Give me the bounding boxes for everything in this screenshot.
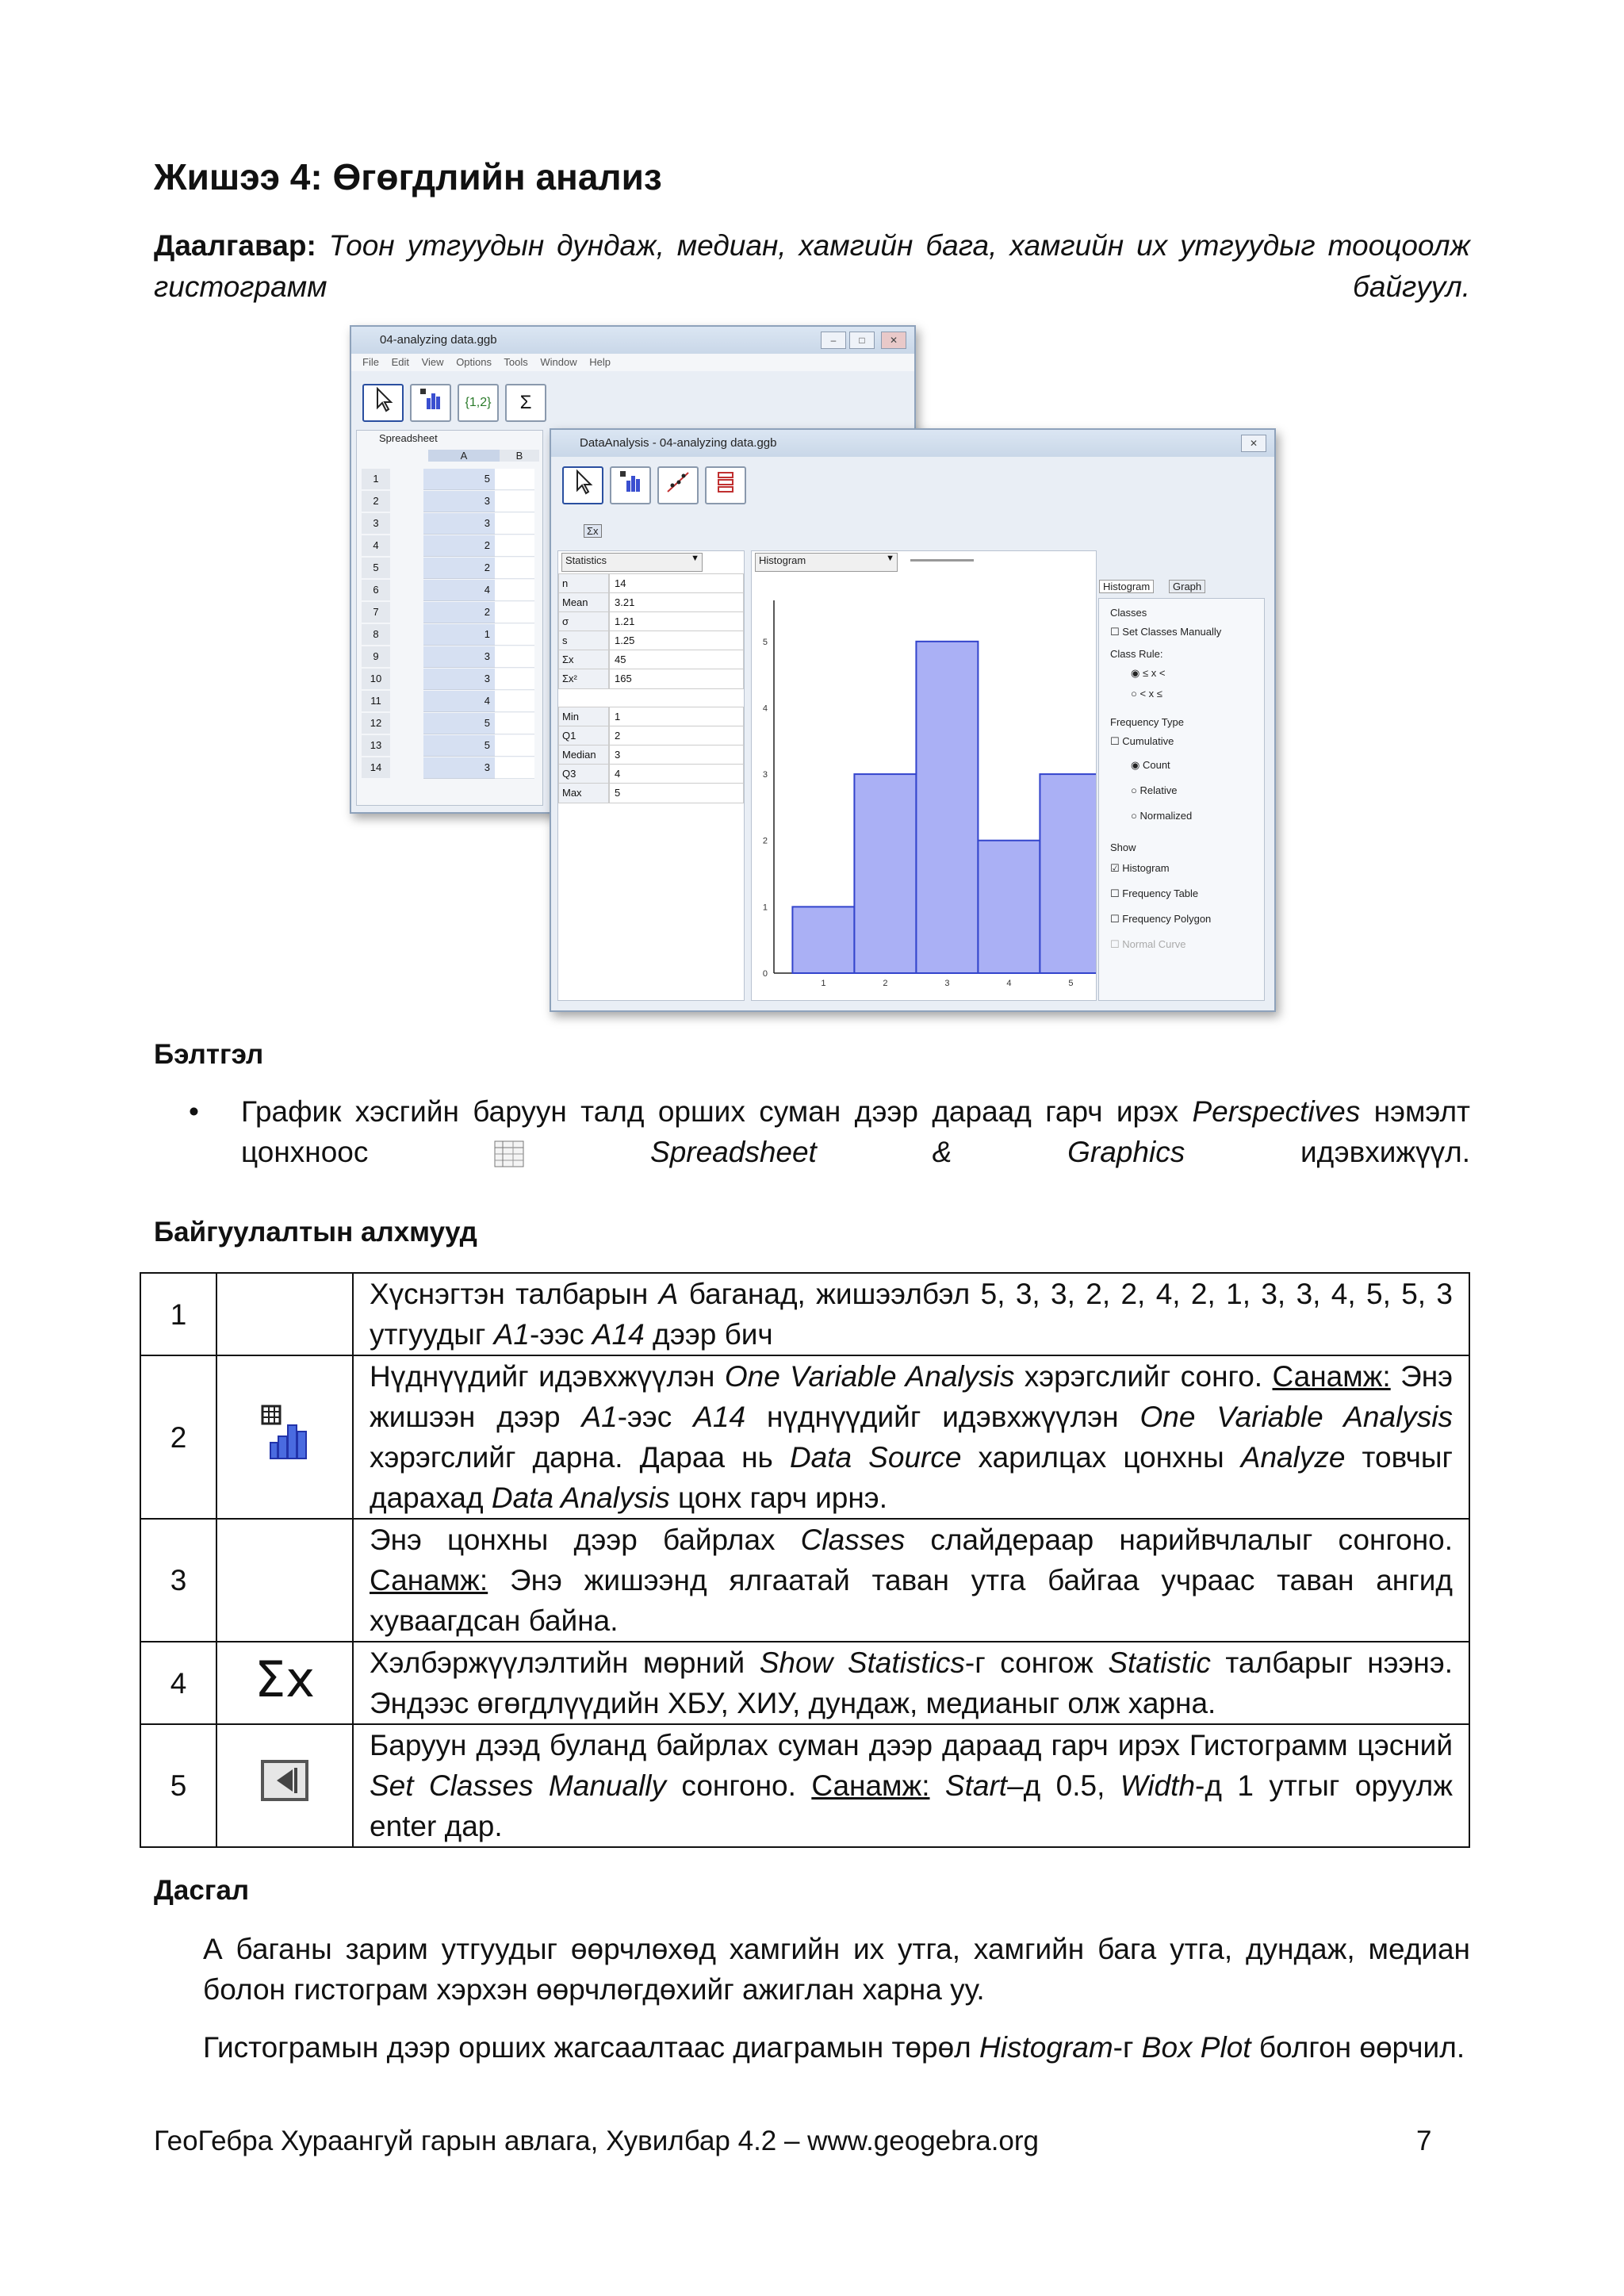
spreadsheet-icon: [492, 1138, 527, 1170]
row-number: 9: [362, 646, 390, 667]
cell-a[interactable]: 3: [423, 669, 495, 690]
step-number: 2: [140, 1355, 216, 1519]
step-row-5: [140, 1724, 1469, 1847]
show-heading: Show: [1110, 841, 1136, 853]
analysis-one-variable-tool[interactable]: [610, 466, 651, 504]
analysis-close-button[interactable]: ✕: [1241, 435, 1266, 452]
frequency-polygon-checkbox[interactable]: ☐ Frequency Polygon: [1110, 913, 1212, 925]
cursor-icon: [571, 468, 595, 495]
histogram-bar: [1040, 774, 1096, 973]
y-tick-label: 4: [762, 703, 768, 714]
normal-curve-label: Normal Curve: [1122, 938, 1186, 950]
chevron-down-icon: ▼: [886, 554, 894, 563]
set-classes-manually-label: Set Classes Manually: [1122, 626, 1222, 638]
main-window-titlebar: [351, 327, 914, 354]
histogram-bar: [916, 642, 978, 973]
normalized-radio[interactable]: ○ Normalized: [1131, 810, 1193, 822]
step-text: Энэ цонхны дээр байрлах Classes слайдераар нарийвчлалыг сонгоно. Санамж: Энэ жишээнд ялгаатай таван утга байгаа учраас таван ангид хуваагдсан байна.: [353, 1519, 1469, 1642]
cell-a[interactable]: 3: [423, 513, 495, 535]
row-number: 6: [362, 580, 390, 600]
prep-text-3: идэвхижүүл.: [1300, 1136, 1471, 1168]
bar-chart-icon: [417, 385, 444, 412]
spreadsheet-row: [357, 602, 541, 623]
relative-radio[interactable]: ○ Relative: [1131, 784, 1178, 796]
stat-label: s: [558, 631, 609, 651]
list-tool-button[interactable]: {1,2}: [458, 384, 499, 422]
spreadsheet-row: [357, 535, 541, 556]
cell-b[interactable]: [495, 558, 534, 579]
menu-options[interactable]: Options: [456, 356, 492, 368]
spreadsheet-row: [357, 469, 541, 489]
close-button[interactable]: ✕: [881, 332, 906, 349]
row-number: 14: [362, 757, 390, 778]
row-number: 11: [362, 691, 390, 711]
stat-value: 165: [609, 669, 744, 689]
cell-a[interactable]: 5: [423, 469, 495, 490]
classes-slider[interactable]: [910, 559, 974, 562]
menu-help[interactable]: Help: [589, 356, 611, 368]
cell-a[interactable]: 3: [423, 491, 495, 512]
step-text: Хэлбэржүүлэлтийн мөрний Show Statistics-г сонгож Statistic талбарыг нээнэ. Эндээс өгөгдлүүдийн ХБУ, ХИУ, дундаж, медианыг олж харна.: [353, 1642, 1469, 1724]
stats-dropdown-value: Statistics: [565, 554, 607, 566]
class-rule-heading: Class Rule:: [1110, 648, 1163, 660]
cell-b[interactable]: [495, 491, 534, 512]
spreadsheet-panel: [356, 430, 543, 806]
cell-b[interactable]: [495, 602, 534, 623]
stat-value: 45: [609, 650, 744, 670]
cell-b[interactable]: [495, 624, 534, 646]
y-tick-label: 2: [762, 836, 768, 846]
x-tick-label: 3: [944, 979, 950, 988]
stat-value: 1.21: [609, 611, 744, 632]
tab-histogram[interactable]: Histogram: [1099, 580, 1154, 593]
step-icon-cell: [216, 1355, 353, 1519]
row-number: 2: [362, 491, 390, 512]
cell-b[interactable]: [495, 669, 534, 690]
stat-label: n: [558, 573, 609, 594]
relative-label: Relative: [1139, 784, 1178, 796]
stat-value: 3.21: [609, 592, 744, 613]
row-number: 4: [362, 535, 390, 556]
step-row-3: [140, 1519, 1469, 1642]
spreadsheet-row: [357, 713, 541, 734]
sum-tool-button[interactable]: Σ: [505, 384, 546, 422]
normal-curve-checkbox[interactable]: ☐ Normal Curve: [1110, 938, 1186, 950]
x-tick-label: 1: [821, 979, 826, 988]
cell-a[interactable]: 2: [423, 558, 495, 579]
options-toggle-icon: [259, 1758, 310, 1803]
spreadsheet-label: Spreadsheet: [379, 432, 438, 444]
task-text: Тоон утгуудын дундаж, медиан, хамгийн бага, хамгийн их утгуудыг тооцоолж гистограмм байгуул.: [154, 229, 1471, 303]
spreadsheet-row: [357, 735, 541, 756]
footer: ГеоГебра Хураангуй гарын авлага, Хувилбар 4.2 – www.geogebra.org: [154, 2125, 1040, 2156]
row-number: 8: [362, 624, 390, 645]
cell-b[interactable]: [495, 580, 534, 601]
histogram-chart: [752, 577, 1096, 997]
classes-heading: Classes: [1110, 607, 1147, 619]
row-number: 10: [362, 669, 390, 689]
row-number: 1: [362, 469, 390, 489]
stat-label: Σx²: [558, 669, 609, 689]
cell-a[interactable]: 1: [423, 624, 495, 646]
bar-chart-icon: [617, 468, 644, 495]
cell-a[interactable]: 4: [423, 691, 495, 712]
step-text: Хүснэгтэн талбарын A баганад, жишээлбэл 5, 3, 3, 2, 2, 4, 2, 1, 3, 3, 4, 5, 5, 3 утгуудыг A1-ээс A14 дээр бич: [353, 1273, 1469, 1355]
count-label: Count: [1142, 759, 1170, 771]
x-tick-label: 4: [1006, 979, 1012, 988]
spreadsheet-row: [357, 491, 541, 512]
y-tick-label: 5: [762, 637, 768, 647]
plot-type-value: Histogram: [759, 554, 806, 566]
page-number: 7: [1416, 2125, 1432, 2156]
step-icon-cell: [216, 1642, 353, 1724]
rule-right-closed-radio[interactable]: ○ < x ≤: [1131, 688, 1162, 700]
step-icon-cell: [216, 1519, 353, 1642]
histogram-bar: [978, 841, 1040, 973]
cell-b[interactable]: [495, 535, 534, 557]
row-number: 5: [362, 558, 390, 578]
stats-dropdown[interactable]: [561, 553, 703, 572]
cumulative-checkbox[interactable]: ☐ Cumulative: [1110, 735, 1174, 747]
step-number: 5: [140, 1724, 216, 1847]
maximize-button[interactable]: □: [849, 332, 875, 349]
spreadsheet-row: [357, 558, 541, 578]
main-window-title: 04-analyzing data.ggb: [380, 333, 497, 347]
cell-a[interactable]: 4: [423, 580, 495, 601]
cell-a[interactable]: 2: [423, 535, 495, 557]
spreadsheet-graphics-term: Spreadsheet & Graphics: [650, 1136, 1185, 1168]
data-analysis-window: [550, 428, 1276, 1012]
menu-tools[interactable]: Tools: [504, 356, 528, 368]
minimize-button[interactable]: –: [821, 332, 846, 349]
spreadsheet-row: [357, 580, 541, 600]
one-variable-analysis-tool[interactable]: [410, 384, 451, 422]
row-number: 13: [362, 735, 390, 756]
prep-bullet-text-line1: [241, 1091, 1470, 1172]
step-icon-cell: [216, 1724, 353, 1847]
cursor-icon: [371, 385, 395, 412]
sigma-x-icon: Σx: [255, 1650, 315, 1708]
cell-b[interactable]: [495, 713, 534, 734]
step-text: Баруун дээд буланд байрлах суман дээр дараад гарч ирэх Гистограмм цэсний Set Classes Manually сонгоно. Санамж: Start–д 0.5, Width-д 1 утгыг оруулж enter дар.: [353, 1724, 1469, 1847]
analysis-window-title: DataAnalysis - 04-analyzing data.ggb: [580, 436, 777, 450]
analysis-move-tool[interactable]: [562, 466, 603, 504]
two-variable-tool[interactable]: [657, 466, 699, 504]
stat-label: σ: [558, 611, 609, 632]
frequency-type-heading: Frequency Type: [1110, 716, 1184, 728]
exercise-paragraph-2: Гистограмын дээр орших жагсаалтаас диаграмын төрөл Histogram-г Box Plot болгон өөрчил.: [203, 2031, 1465, 2064]
prep-heading: Бэлтгэл: [154, 1039, 264, 1070]
show-histogram-label: Histogram: [1122, 862, 1170, 874]
exercise-paragraph-1: А баганы зарим утгуудыг өөрчлөхөд хамгийн их утга, хамгийн бага утга, дундаж, медиан болон гистограм хэрхэн өөрчлөгдөхийг ажиглан харна уу.: [203, 1933, 1470, 2006]
row-number: 12: [362, 713, 390, 734]
spreadsheet-row: [357, 513, 541, 534]
tab-graph[interactable]: Graph: [1169, 580, 1205, 593]
cumulative-label: Cumulative: [1122, 735, 1174, 747]
scatter-icon: [665, 468, 691, 495]
boxplot-icon: [712, 468, 739, 495]
step-row-1: [140, 1273, 1469, 1355]
exercise-heading: Дасгал: [154, 1875, 250, 1906]
plot-panel: [751, 550, 1097, 1001]
menu-edit[interactable]: Edit: [391, 356, 409, 368]
stat-label: Median: [558, 745, 609, 765]
frequency-table-checkbox[interactable]: ☐ Frequency Table: [1110, 887, 1199, 899]
stat-value: 3: [609, 745, 744, 765]
stat-label: Max: [558, 783, 609, 803]
spreadsheet-row: [357, 757, 541, 778]
prep-text-1: График хэсгийн баруун талд орших суман дээр дараад гарч ирэх: [241, 1095, 1179, 1128]
cell-a[interactable]: 3: [423, 757, 495, 779]
step-icon-cell: [216, 1273, 353, 1355]
menu-file[interactable]: File: [362, 356, 379, 368]
construction-steps-table: [140, 1272, 1470, 1848]
row-number: 3: [362, 513, 390, 534]
menu-bar: [351, 354, 914, 371]
column-header-b[interactable]: B: [500, 450, 539, 462]
stat-value: 5: [609, 783, 744, 803]
prep-text-2: нэмэлт цонхноос: [241, 1095, 1470, 1168]
chevron-down-icon: ▼: [691, 554, 699, 563]
task-paragraph: [154, 225, 1470, 308]
x-tick-label: 5: [1068, 979, 1074, 988]
show-statistics-icon[interactable]: Σx: [584, 524, 602, 538]
stat-value: 1: [609, 707, 744, 727]
spreadsheet-row: [357, 624, 541, 645]
stat-value: 4: [609, 764, 744, 784]
stat-label: Q3: [558, 764, 609, 784]
plot-type-dropdown[interactable]: [755, 553, 898, 572]
cell-b[interactable]: [495, 735, 534, 757]
stat-value: 1.25: [609, 631, 744, 651]
cell-b[interactable]: [495, 469, 534, 490]
cell-b[interactable]: [495, 513, 534, 535]
cell-b[interactable]: [495, 646, 534, 668]
analysis-window-titlebar: [551, 430, 1274, 457]
step-number: 4: [140, 1642, 216, 1724]
cell-b[interactable]: [495, 757, 534, 779]
frequency-table-label: Frequency Table: [1122, 887, 1199, 899]
cell-b[interactable]: [495, 691, 534, 712]
menu-window[interactable]: Window: [540, 356, 577, 368]
step-row-4: [140, 1642, 1469, 1724]
stat-label: Σx: [558, 650, 609, 670]
step-row-2: [140, 1355, 1469, 1519]
spreadsheet-row: [357, 691, 541, 711]
cell-a[interactable]: 2: [423, 602, 495, 623]
steps-heading: Байгуулалтын алхмууд: [154, 1217, 477, 1248]
prep-bullet: •: [189, 1095, 199, 1128]
stat-label: Q1: [558, 726, 609, 746]
stat-value: 14: [609, 573, 744, 594]
task-label: Даалгавар:: [154, 229, 316, 262]
y-tick-label: 3: [762, 770, 768, 780]
count-radio[interactable]: ◉ Count: [1131, 759, 1170, 771]
cell-a[interactable]: 3: [423, 646, 495, 668]
stat-label: Mean: [558, 592, 609, 613]
normalized-label: Normalized: [1139, 810, 1193, 822]
one-variable-analysis-icon: [261, 1405, 308, 1460]
y-tick-label: 1: [762, 903, 768, 913]
cell-a[interactable]: 5: [423, 735, 495, 757]
step-number: 1: [140, 1273, 216, 1355]
rule2-label: < x ≤: [1139, 688, 1162, 700]
column-header-a[interactable]: A: [428, 450, 500, 462]
cell-a[interactable]: 5: [423, 713, 495, 734]
step-text: Нүднүүдийг идэвхжүүлэн One Variable Analysis хэрэгслийг сонго. Санамж: Энэ жишээн дээр A1-ээс A14 нүднүүдийг идэвхжүүлэн One Variable Analysis хэрэгслийг дарна. Дараа нь Data Source харилцах цонхны Analyze товчыг дарахад Data Analysis цонх гарч ирнэ.: [353, 1355, 1469, 1519]
frequency-polygon-label: Frequency Polygon: [1122, 913, 1212, 925]
rule1-label: ≤ x <: [1142, 667, 1166, 679]
histogram-bar: [854, 774, 916, 973]
show-histogram-checkbox[interactable]: ☑ Histogram: [1110, 862, 1170, 874]
step-number: 3: [140, 1519, 216, 1642]
page-title: Жишээ 4: Өгөгдлийн анализ: [154, 156, 662, 197]
set-classes-manually-checkbox[interactable]: ☐ Set Classes Manually: [1110, 626, 1222, 638]
y-tick-label: 0: [762, 969, 768, 979]
x-tick-label: 2: [883, 979, 888, 988]
rule-left-closed-radio[interactable]: ◉ ≤ x <: [1131, 667, 1166, 679]
stat-value: 2: [609, 726, 744, 746]
row-number: 7: [362, 602, 390, 623]
menu-view[interactable]: View: [421, 356, 444, 368]
multi-variable-tool[interactable]: [705, 466, 746, 504]
statistics-panel: [557, 525, 745, 1001]
histogram-options-panel: [1098, 581, 1265, 1001]
perspectives-term: Perspectives: [1192, 1095, 1361, 1128]
move-tool-button[interactable]: [362, 384, 404, 422]
stat-label: Min: [558, 707, 609, 727]
spreadsheet-row: [357, 646, 541, 667]
histogram-bar: [792, 907, 854, 973]
spreadsheet-row: [357, 669, 541, 689]
